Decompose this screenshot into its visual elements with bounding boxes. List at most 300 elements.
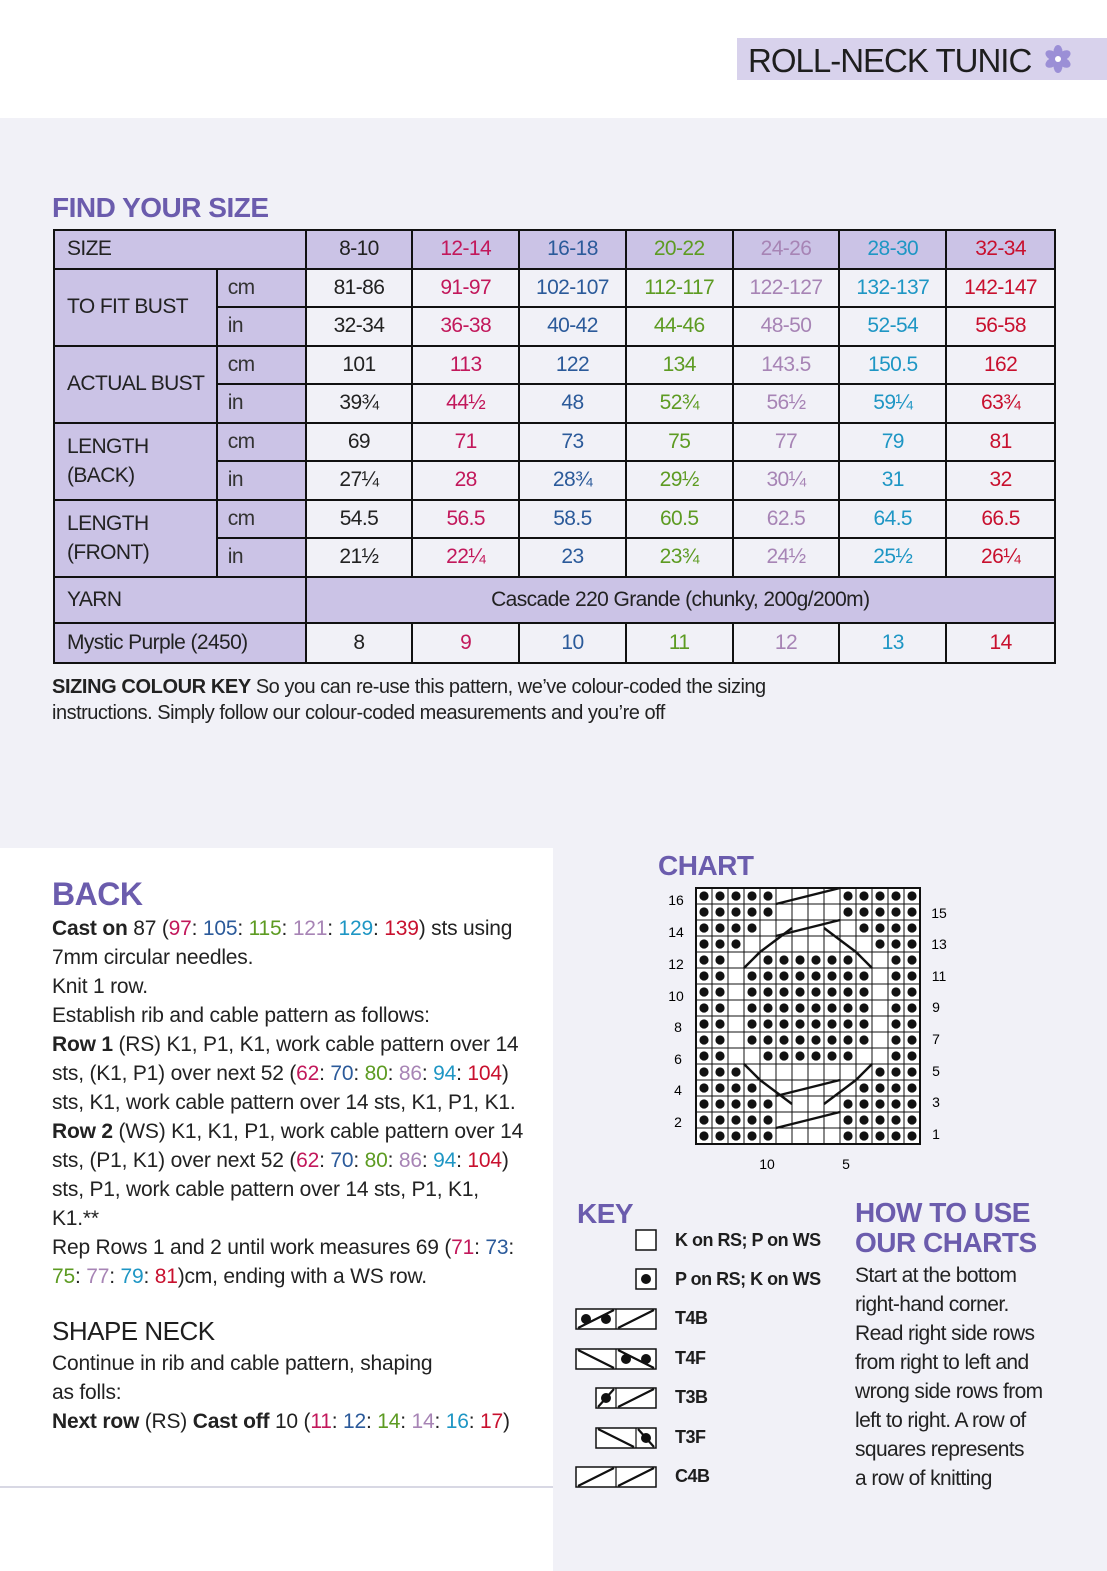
colour-key-text: instructions. Simply follow our colour-coded measurements and you’re off bbox=[52, 702, 665, 724]
table-cell: 23 bbox=[519, 538, 626, 577]
purl-dot bbox=[907, 891, 916, 900]
purl-dot bbox=[731, 1067, 740, 1076]
text: as folls: bbox=[52, 1381, 122, 1404]
purl-dot bbox=[731, 939, 740, 948]
size-header-row bbox=[54, 230, 1055, 269]
unit-cm: cm bbox=[217, 269, 306, 308]
text: (WS) K1, K1, P1, work cable pattern over 14 bbox=[112, 1120, 524, 1143]
cast-on-label: Cast on bbox=[52, 917, 128, 940]
purl-dot bbox=[699, 955, 708, 964]
size-cell: 16-18 bbox=[519, 230, 626, 269]
table-cell: 56-58 bbox=[946, 307, 1055, 346]
table-cell: 26¼ bbox=[946, 538, 1055, 577]
table-cell: 32-34 bbox=[306, 307, 413, 346]
table-cell: 10 bbox=[519, 623, 626, 663]
row-label: Row 1 bbox=[52, 1033, 113, 1056]
size-value: 70 bbox=[330, 1062, 354, 1085]
table-cell: 112-117 bbox=[626, 269, 733, 308]
purl-dot bbox=[875, 1131, 884, 1140]
purl-dot bbox=[875, 1115, 884, 1124]
table-cell: 30¼ bbox=[733, 461, 840, 500]
purl-dot bbox=[747, 1035, 756, 1044]
table-cell: 59¼ bbox=[839, 384, 946, 423]
purl-dot bbox=[907, 1003, 916, 1012]
purl-dot bbox=[779, 1019, 788, 1028]
purl-dot bbox=[731, 907, 740, 916]
purl-dot bbox=[891, 987, 900, 996]
how-to-title bbox=[855, 1198, 1095, 1258]
table-cell: 14 bbox=[946, 623, 1055, 663]
purl-dot bbox=[891, 1035, 900, 1044]
table-cell: 81 bbox=[946, 423, 1055, 462]
purl-dot bbox=[715, 1003, 724, 1012]
size-value: 105 bbox=[202, 917, 238, 940]
purl-dot bbox=[699, 1035, 708, 1044]
purl-dot bbox=[859, 987, 868, 996]
purl-dot bbox=[779, 1003, 788, 1012]
table-cell: 28¾ bbox=[519, 461, 626, 500]
table-cell: 56½ bbox=[733, 384, 840, 423]
purl-dot bbox=[763, 891, 772, 900]
purl-dot bbox=[795, 1003, 804, 1012]
how-to-line: left to right. A row of bbox=[855, 1409, 1026, 1432]
key-title: KEY bbox=[577, 1198, 634, 1229]
purl-dot bbox=[875, 1067, 884, 1076]
colour-key-text: So you can re-use this pattern, we’ve colour-coded the sizing bbox=[250, 676, 766, 698]
purl-dot bbox=[715, 923, 724, 932]
chart-row-number: 9 bbox=[932, 999, 940, 1015]
purl-dot bbox=[715, 987, 724, 996]
table-cell: 143.5 bbox=[733, 346, 840, 385]
t3b-cable-icon bbox=[595, 1386, 657, 1410]
key-label: K on RS; P on WS bbox=[675, 1230, 821, 1250]
purl-dot bbox=[747, 1083, 756, 1092]
unit-cm: cm bbox=[217, 500, 306, 539]
table-cell: 8 bbox=[306, 623, 413, 663]
flower-icon bbox=[1043, 44, 1073, 74]
purl-dot bbox=[747, 971, 756, 980]
purl-dot bbox=[875, 907, 884, 916]
text: sts, P1, work cable pattern over 14 sts, P1, K1, bbox=[52, 1178, 479, 1201]
table-cell: 142-147 bbox=[946, 269, 1055, 308]
purl-dot bbox=[811, 955, 820, 964]
shape-neck-title: SHAPE NECK bbox=[52, 1316, 215, 1346]
size-value: 70 bbox=[330, 1149, 354, 1172]
table-cell: 91-97 bbox=[412, 269, 519, 308]
table-cell: 162 bbox=[946, 346, 1055, 385]
row-label-to-fit-bust: TO FIT BUST bbox=[54, 269, 217, 346]
unit-cm: cm bbox=[217, 423, 306, 462]
t3f-cable-icon bbox=[595, 1426, 657, 1450]
table-cell: 52-54 bbox=[839, 307, 946, 346]
text: sts, K1, work cable pattern over 14 sts, K1, P1, K1. bbox=[52, 1091, 516, 1114]
key-item bbox=[575, 1229, 855, 1255]
purl-dot bbox=[699, 939, 708, 948]
size-value: 71 bbox=[451, 1236, 475, 1259]
size-cell: 8-10 bbox=[306, 230, 413, 269]
purl-dot bbox=[747, 1099, 756, 1108]
purl-dot bbox=[811, 987, 820, 996]
table-cell: 54.5 bbox=[306, 500, 413, 539]
purl-dot bbox=[859, 1131, 868, 1140]
purl-dot bbox=[731, 891, 740, 900]
purl-dot bbox=[699, 1019, 708, 1028]
purl-dot bbox=[907, 1115, 916, 1124]
text: Rep Rows 1 and 2 until work measures 69 ( bbox=[52, 1236, 452, 1259]
unit-in: in bbox=[217, 307, 306, 346]
chart-row-number: 13 bbox=[931, 936, 947, 952]
table-cell: 21½ bbox=[306, 538, 413, 577]
table-cell: 132-137 bbox=[839, 269, 946, 308]
chart-column-number: 5 bbox=[842, 1156, 850, 1172]
purl-dot bbox=[715, 907, 724, 916]
purl-dot bbox=[843, 1115, 852, 1124]
t4b-cable-icon bbox=[575, 1307, 657, 1331]
purl-dot bbox=[843, 987, 852, 996]
yarn-quantity-row bbox=[54, 623, 1055, 663]
chart-row-number: 8 bbox=[674, 1019, 682, 1035]
purl-dot bbox=[843, 907, 852, 916]
key-label: C4B bbox=[675, 1466, 710, 1486]
chart-row-number: 2 bbox=[674, 1114, 682, 1130]
purl-dot bbox=[715, 1115, 724, 1124]
purl-dot bbox=[715, 1051, 724, 1060]
key-label: T4F bbox=[675, 1348, 706, 1368]
table-cell: 31 bbox=[839, 461, 946, 500]
table-cell: 113 bbox=[412, 346, 519, 385]
size-value: 97 bbox=[168, 917, 192, 940]
size-value: 16 bbox=[445, 1410, 469, 1433]
purl-dot bbox=[875, 1099, 884, 1108]
label-line: LENGTH bbox=[67, 435, 149, 458]
table-cell: 79 bbox=[839, 423, 946, 462]
key-item bbox=[575, 1426, 855, 1452]
table-cell: 11 bbox=[626, 623, 733, 663]
purl-dot bbox=[811, 971, 820, 980]
how-to-line: from right to left and bbox=[855, 1351, 1029, 1374]
row-label-length-back bbox=[54, 423, 217, 500]
purl-dot bbox=[907, 1067, 916, 1076]
purl-dot bbox=[699, 1115, 708, 1124]
yarn-colour-name: Mystic Purple (2450) bbox=[54, 623, 306, 663]
purl-dot bbox=[795, 1019, 804, 1028]
length-back-cm-row bbox=[54, 423, 1055, 462]
text: )cm, ending with a WS row. bbox=[177, 1265, 427, 1288]
length-front-cm-row bbox=[54, 500, 1055, 539]
purl-dot bbox=[891, 939, 900, 948]
how-to-line: a row of knitting bbox=[855, 1467, 992, 1490]
sizing-colour-key bbox=[52, 674, 812, 726]
table-cell: 77 bbox=[733, 423, 840, 462]
chart-column-number: 10 bbox=[759, 1156, 775, 1172]
row-label: Next row bbox=[52, 1410, 140, 1433]
purl-dot bbox=[699, 971, 708, 980]
table-cell: 63¾ bbox=[946, 384, 1055, 423]
unit-in: in bbox=[217, 384, 306, 423]
table-cell: 44½ bbox=[412, 384, 519, 423]
purl-dot bbox=[699, 1083, 708, 1092]
size-value: 121 bbox=[292, 917, 328, 940]
how-to-title-line: OUR CHARTS bbox=[855, 1227, 1037, 1258]
colour-key-heading: SIZING COLOUR KEY bbox=[52, 676, 251, 698]
purl-dot bbox=[891, 1099, 900, 1108]
text: sts, (K1, P1) over next 52 ( bbox=[52, 1062, 297, 1085]
table-cell: 48 bbox=[519, 384, 626, 423]
purl-dot bbox=[779, 971, 788, 980]
text: (RS) bbox=[139, 1410, 193, 1433]
table-cell: 81-86 bbox=[306, 269, 413, 308]
shape-neck-instructions: Continue in rib and cable pattern, shaping as folls: Next row (RS) Cast off 10 (11: 12: 14: 14: 16: 17) bbox=[52, 1349, 544, 1436]
table-cell: 39¾ bbox=[306, 384, 413, 423]
chart-row-number: 1 bbox=[932, 1126, 940, 1142]
purl-dot bbox=[907, 987, 916, 996]
text: sts using bbox=[425, 917, 513, 940]
purl-dot bbox=[907, 955, 916, 964]
size-table bbox=[53, 229, 1056, 664]
purl-dot bbox=[763, 1019, 772, 1028]
purl-dot bbox=[827, 1051, 836, 1060]
purl-dot bbox=[859, 1003, 868, 1012]
size-value: 80 bbox=[364, 1062, 388, 1085]
key-label: T3B bbox=[675, 1387, 708, 1407]
table-cell: 134 bbox=[626, 346, 733, 385]
chart-row-number: 16 bbox=[668, 892, 684, 908]
size-cell: 24-26 bbox=[733, 230, 840, 269]
purl-dot bbox=[843, 891, 852, 900]
yarn-description: Cascade 220 Grande (chunky, 200g/200m) bbox=[306, 577, 1055, 623]
purl-dot bbox=[763, 987, 772, 996]
purl-dot bbox=[811, 1035, 820, 1044]
table-cell: 102-107 bbox=[519, 269, 626, 308]
size-cell: 20-22 bbox=[626, 230, 733, 269]
purl-dot bbox=[747, 1003, 756, 1012]
purl-dot bbox=[715, 891, 724, 900]
table-cell: 12 bbox=[733, 623, 840, 663]
table-cell: 25½ bbox=[839, 538, 946, 577]
how-to-title-line: HOW TO USE bbox=[855, 1197, 1030, 1228]
purl-dot bbox=[891, 1051, 900, 1060]
text: 10 ( bbox=[269, 1410, 311, 1433]
size-value: 129 bbox=[338, 917, 373, 940]
purl-dot bbox=[699, 1131, 708, 1140]
table-cell: 52¾ bbox=[626, 384, 733, 423]
text: Knit 1 row. bbox=[52, 975, 148, 998]
table-cell: 71 bbox=[412, 423, 519, 462]
size-value: 62 bbox=[296, 1149, 320, 1172]
purl-dot bbox=[907, 1131, 916, 1140]
chart-row-number: 11 bbox=[931, 968, 947, 984]
text: sts, (P1, K1) over next 52 ( bbox=[52, 1149, 297, 1172]
row-label-length-front bbox=[54, 500, 217, 577]
size-value: 104 bbox=[467, 1062, 502, 1085]
purl-dot bbox=[843, 1003, 852, 1012]
purl-dot bbox=[747, 987, 756, 996]
purl-dot bbox=[907, 1083, 916, 1092]
purl-dot bbox=[811, 1051, 820, 1060]
purl-dot bbox=[699, 907, 708, 916]
t4f-cable-icon bbox=[575, 1347, 657, 1371]
purl-dot bbox=[907, 907, 916, 916]
table-cell: 101 bbox=[306, 346, 413, 385]
purl-dot bbox=[795, 971, 804, 980]
knitting-chart bbox=[660, 882, 960, 1182]
purl-dot bbox=[747, 907, 756, 916]
unit-in: in bbox=[217, 461, 306, 500]
purl-dot bbox=[699, 1099, 708, 1108]
purl-dot bbox=[731, 1131, 740, 1140]
chart-row-number: 7 bbox=[932, 1031, 940, 1047]
size-value: 73 bbox=[485, 1236, 509, 1259]
size-value: 104 bbox=[467, 1149, 502, 1172]
purl-dot bbox=[891, 1067, 900, 1076]
purl-dot bbox=[763, 1115, 772, 1124]
purl-dot bbox=[763, 907, 772, 916]
purl-dot bbox=[827, 1035, 836, 1044]
purl-dot bbox=[891, 1003, 900, 1012]
purl-stitch-icon bbox=[635, 1268, 657, 1290]
purl-dot bbox=[779, 1035, 788, 1044]
find-size-title: FIND YOUR SIZE bbox=[52, 192, 269, 223]
table-cell: 13 bbox=[839, 623, 946, 663]
purl-dot bbox=[875, 939, 884, 948]
table-cell: 28 bbox=[412, 461, 519, 500]
purl-dot bbox=[731, 1099, 740, 1108]
purl-dot bbox=[827, 1003, 836, 1012]
table-cell: 122-127 bbox=[733, 269, 840, 308]
table-cell: 58.5 bbox=[519, 500, 626, 539]
purl-dot bbox=[795, 987, 804, 996]
purl-dot bbox=[843, 955, 852, 964]
bottom-divider bbox=[0, 1486, 553, 1488]
size-value: 14 bbox=[411, 1410, 435, 1433]
purl-dot bbox=[843, 1051, 852, 1060]
purl-dot bbox=[859, 1083, 868, 1092]
purl-dot bbox=[859, 907, 868, 916]
purl-dot bbox=[715, 939, 724, 948]
table-cell: 23¾ bbox=[626, 538, 733, 577]
purl-dot bbox=[715, 971, 724, 980]
purl-dot bbox=[731, 923, 740, 932]
size-value: 17 bbox=[480, 1410, 503, 1433]
chart-row-number: 4 bbox=[674, 1082, 682, 1098]
purl-dot bbox=[859, 891, 868, 900]
label-line: LENGTH bbox=[67, 512, 149, 535]
chart-row-number: 3 bbox=[932, 1094, 940, 1110]
key-item bbox=[575, 1465, 855, 1491]
back-title: BACK bbox=[52, 876, 143, 912]
row-label: Row 2 bbox=[52, 1120, 113, 1143]
purl-dot bbox=[907, 939, 916, 948]
purl-dot bbox=[891, 1131, 900, 1140]
purl-dot bbox=[699, 1003, 708, 1012]
table-cell: 66.5 bbox=[946, 500, 1055, 539]
how-to-line: Start at the bottom bbox=[855, 1264, 1017, 1287]
purl-dot bbox=[859, 971, 868, 980]
page-title: ROLL-NECK TUNIC bbox=[748, 42, 1032, 79]
purl-dot bbox=[875, 1083, 884, 1092]
purl-dot bbox=[699, 891, 708, 900]
chart-row-number: 10 bbox=[668, 988, 684, 1004]
how-to-body bbox=[855, 1261, 1095, 1493]
table-cell: 69 bbox=[306, 423, 413, 462]
c4b-cable-icon bbox=[575, 1465, 657, 1489]
size-value: 139 bbox=[384, 917, 419, 940]
purl-dot bbox=[715, 955, 724, 964]
unit-cm: cm bbox=[217, 346, 306, 385]
text: (RS) K1, P1, K1, work cable pattern over 14 bbox=[112, 1033, 519, 1056]
purl-dot bbox=[715, 1019, 724, 1028]
size-value: 12 bbox=[343, 1410, 366, 1433]
purl-dot bbox=[715, 1035, 724, 1044]
back-instructions: Cast on 87 (97: 105: 115: 121: 129: 139) sts using 7mm circular needles. Knit 1 row. Establish rib and cable pattern as follows: Row 1 (RS) K1, P1, K1, work cable pattern over 14 sts, (K1, P1) over next 52 (62: 70: 80: 86: 94: 104) sts, K1, work cable pattern over 14 sts, K1, P1, K1. Row 2 (WS) K1, K1, P1, work cable pattern over 14 sts, (P1, K1) over next 52 (62: 70: 80: 86: 94: 104) sts, P1, work cable pattern over 14 sts, P1, K1, K1.** Rep Rows 1 and 2 until work measures 69 (71: 73: 75: 77: 79: 81)cm, ending with a WS row. bbox=[52, 914, 544, 1291]
size-value: 79 bbox=[120, 1265, 144, 1288]
purl-dot bbox=[811, 1019, 820, 1028]
size-value: 14 bbox=[377, 1410, 401, 1433]
text: 7mm circular needles. bbox=[52, 946, 254, 969]
table-cell: 48-50 bbox=[733, 307, 840, 346]
purl-dot bbox=[875, 923, 884, 932]
purl-dot bbox=[699, 1051, 708, 1060]
purl-dot bbox=[859, 1035, 868, 1044]
key-item bbox=[575, 1347, 855, 1373]
purl-dot bbox=[907, 1019, 916, 1028]
size-value: 94 bbox=[433, 1062, 457, 1085]
table-cell: 40-42 bbox=[519, 307, 626, 346]
purl-dot bbox=[859, 1099, 868, 1108]
table-cell: 44-46 bbox=[626, 307, 733, 346]
purl-dot bbox=[891, 955, 900, 964]
purl-dot bbox=[763, 1003, 772, 1012]
purl-dot bbox=[843, 1099, 852, 1108]
chart-row-number: 15 bbox=[931, 905, 947, 921]
chart-title: CHART bbox=[658, 850, 754, 881]
how-to-line: wrong side rows from bbox=[855, 1380, 1043, 1403]
label-line: (FRONT) bbox=[67, 541, 150, 564]
purl-dot bbox=[747, 891, 756, 900]
purl-dot bbox=[843, 1035, 852, 1044]
purl-dot bbox=[843, 1019, 852, 1028]
purl-dot bbox=[779, 955, 788, 964]
purl-dot bbox=[715, 1067, 724, 1076]
purl-dot bbox=[891, 907, 900, 916]
purl-dot bbox=[795, 955, 804, 964]
purl-dot bbox=[763, 955, 772, 964]
row-label-actual-bust: ACTUAL BUST bbox=[54, 346, 217, 423]
purl-dot bbox=[907, 1099, 916, 1108]
purl-dot bbox=[827, 987, 836, 996]
table-cell: 62.5 bbox=[733, 500, 840, 539]
table-cell: 32 bbox=[946, 461, 1055, 500]
purl-dot bbox=[763, 1051, 772, 1060]
purl-dot bbox=[715, 1131, 724, 1140]
size-value: 81 bbox=[154, 1265, 178, 1288]
how-to-line: squares represents bbox=[855, 1438, 1024, 1461]
purl-dot bbox=[891, 1019, 900, 1028]
actual-bust-cm-row bbox=[54, 346, 1055, 385]
purl-dot bbox=[891, 891, 900, 900]
table-cell: 75 bbox=[626, 423, 733, 462]
key-label: T4B bbox=[675, 1308, 708, 1328]
table-cell: 9 bbox=[412, 623, 519, 663]
purl-dot bbox=[891, 1115, 900, 1124]
purl-dot bbox=[699, 923, 708, 932]
purl-dot bbox=[747, 923, 756, 932]
purl-dot bbox=[731, 1115, 740, 1124]
purl-dot bbox=[827, 971, 836, 980]
purl-dot bbox=[763, 1131, 772, 1140]
purl-dot bbox=[827, 1019, 836, 1028]
key-item bbox=[575, 1307, 855, 1333]
